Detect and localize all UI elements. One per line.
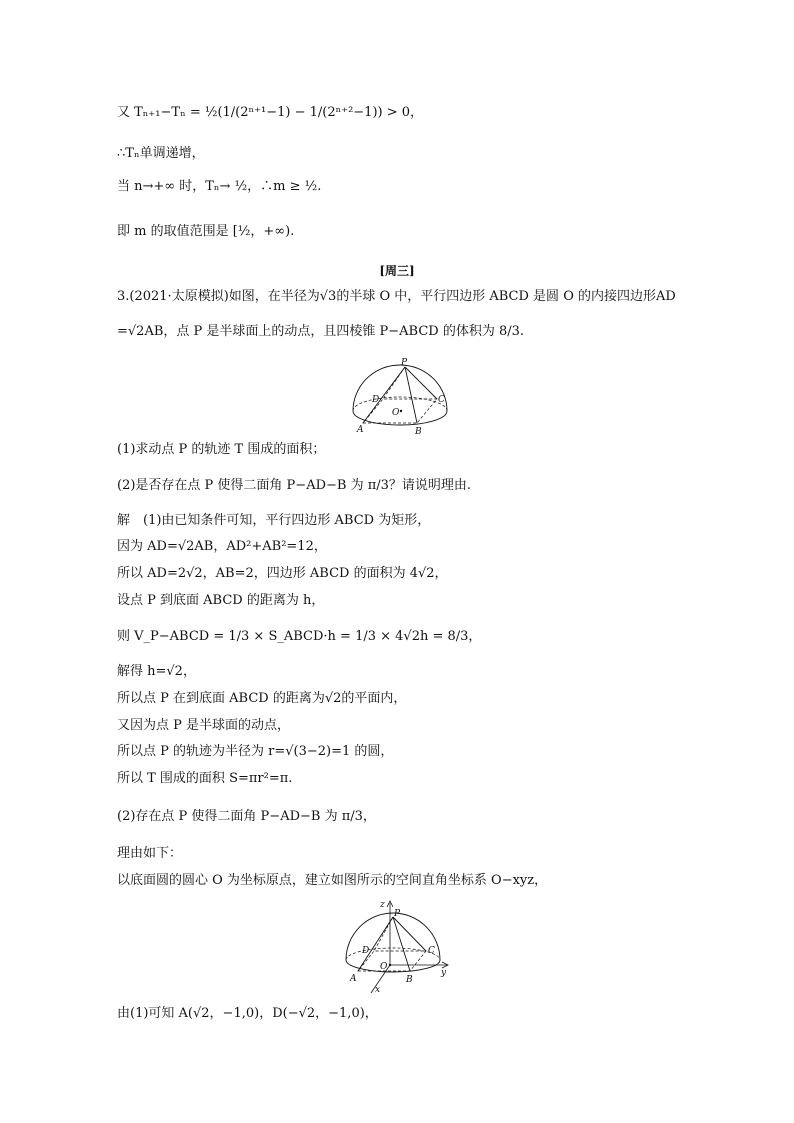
solution-line-10: 所以 T 围成的面积 S=πr²=π. [117, 771, 293, 786]
edge-pd [383, 367, 405, 399]
base-circle-back-2 [346, 948, 440, 960]
edge-pb-2 [393, 917, 410, 971]
label-d: D [372, 395, 380, 405]
hemisphere-figure-1 [345, 357, 455, 437]
prev-solution-line-3: 当 n→+∞ 时，Tₙ→ ½，∴m ≥ ½. [117, 179, 322, 194]
problem-line-1: 3.(2021·太原模拟)如图，在半径为√3的半球 O 中，平行四边形 ABCD 是圆 O 的内接四边形AD [117, 289, 676, 304]
prev-solution-line-1: 又 Tₙ₊₁−Tₙ = ½(1/(2ⁿ⁺¹−1) − 1/(2ⁿ⁺²−1)) > 0， [117, 105, 424, 120]
origin-o [389, 964, 391, 966]
solution-line-7: 所以点 P 在到底面 ABCD 的距离为√2的平面内， [117, 691, 407, 706]
label-b: B [415, 427, 422, 437]
solution-line-9: 所以点 P 的轨迹为半径为 r=√(3−2)=1 的圆， [117, 744, 394, 759]
question-part-1: (1)求动点 P 的轨迹 T 围成的面积； [117, 442, 326, 457]
label-p2: P [394, 909, 401, 919]
solution-line-12: 理由如下： [117, 846, 183, 861]
label-d2: D [362, 946, 370, 956]
solution-line-3: 所以 AD=2√2，AB=2，四边形 ABCD 的面积为 4√2， [117, 566, 448, 581]
label-p: P [401, 358, 408, 368]
label-c: C [438, 395, 445, 405]
hemisphere-arc [353, 365, 447, 411]
solution-line-14: 由(1)可知 A(√2，−1,0)，D(−√2，−1,0)， [117, 1006, 378, 1021]
label-c2: C [428, 946, 435, 956]
hemisphere-arc-2 [346, 913, 440, 960]
solution-line-1: 解 (1)由已知条件可知，平行四边形 ABCD 为矩形， [117, 513, 431, 528]
section-title: [周三] [379, 264, 415, 278]
solution-line-6: 解得 h=√2， [117, 664, 196, 679]
solution-line-4: 设点 P 到底面 ABCD 的距离为 h， [117, 593, 325, 608]
solution-line-13: 以底面圆的圆心 O 为坐标原点，建立如图所示的空间直角坐标系 O−xyz， [117, 873, 548, 888]
label-b2: B [406, 975, 413, 985]
label-y: y [441, 968, 447, 978]
center-o [400, 410, 402, 412]
base-circle-front-2 [346, 960, 440, 972]
label-o2: O [380, 962, 388, 972]
solution-line-2: 因为 AD=√2AB，AD²+AB²=12， [117, 539, 327, 554]
problem-line-2: =√2AB，点 P 是半球面上的动点，且四棱锥 P−ABCD 的体积为 8/3. [117, 324, 525, 339]
label-o: O [392, 408, 400, 418]
solution-line-11: (2)存在点 P 使得二面角 P−AD−B 为 π/3， [117, 809, 376, 824]
edge-pb [405, 367, 417, 423]
label-a: A [357, 425, 364, 435]
prev-solution-line-2: ∴Tₙ单调递增， [117, 146, 205, 161]
label-x: x [375, 985, 381, 995]
edge-pc [405, 367, 437, 399]
prev-solution-line-4: 即 m 的取值范围是 [½，+∞). [117, 224, 295, 239]
label-z: z [380, 900, 385, 910]
solution-line-8: 又因为点 P 是半球面的动点， [117, 718, 291, 733]
question-part-2: (2)是否存在点 P 使得二面角 P−AD−B 为 π/3？请说明理由. [117, 478, 472, 493]
solution-line-5: 则 V_P−ABCD = 1/3 × S_ABCD·h = 1/3 × 4√2h = 8/3， [117, 629, 482, 644]
edge-pa-2 [358, 917, 393, 971]
label-a2: A [350, 974, 357, 984]
coordinate-figure-2 [338, 895, 458, 995]
